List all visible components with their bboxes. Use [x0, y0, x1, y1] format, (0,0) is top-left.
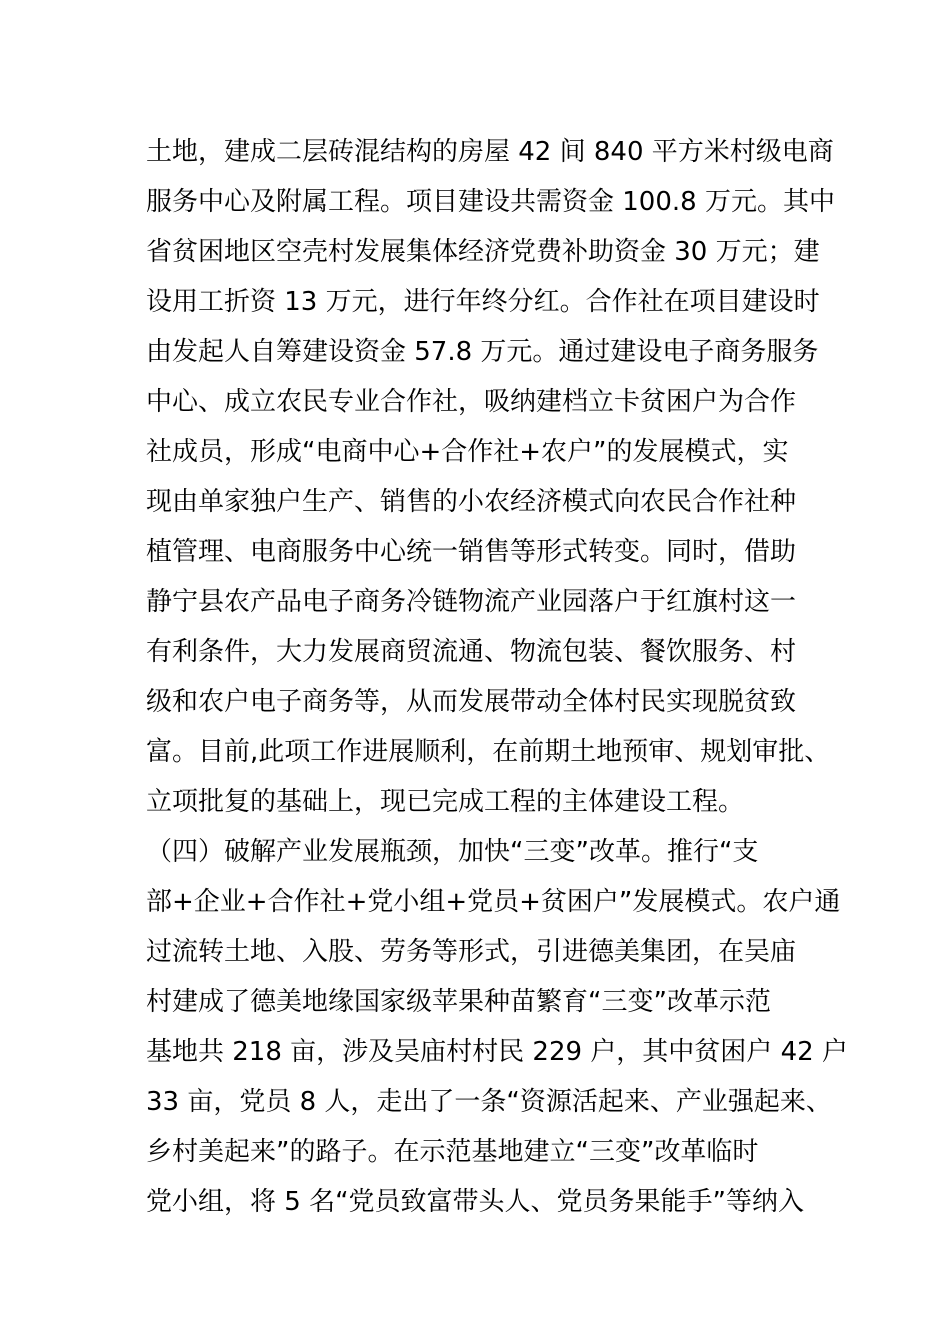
text-line: 现由单家独户生产、销售的小农经济模式向农民合作社种	[146, 487, 797, 517]
text-line: 村建成了德美地缘国家级苹果种苗繁育“三变”改革示范	[146, 987, 771, 1017]
text-line: 静宁县农产品电子商务冷链物流产业园落户于红旗村这一	[146, 587, 797, 617]
body-text	[146, 127, 846, 1227]
text-line: 基地共 218 亩，涉及吴庙村村民 229 户，其中贫困户 42 户	[146, 1037, 848, 1067]
text-line: 土地，建成二层砖混结构的房屋 42 间 840 平方米村级电商	[146, 137, 834, 167]
section-heading-line: （四）破解产业发展瓶颈，加快“三变”改革。推行“支	[146, 837, 759, 867]
text-line: 立项批复的基础上，现已完成工程的主体建设工程。	[146, 787, 745, 817]
text-line: 由发起人自筹建设资金 57.8 万元。通过建设电子商务服务	[146, 337, 819, 367]
text-line: 乡村美起来”的路子。在示范基地建立“三变”改革临时	[146, 1137, 759, 1167]
text-line: 有利条件，大力发展商贸流通、物流包装、餐饮服务、村	[146, 637, 797, 667]
text-line: 设用工折资 13 万元，进行年终分红。合作社在项目建设时	[146, 287, 820, 317]
text-line: 富。目前,此项工作进展顺利，在前期土地预审、规划审批、	[146, 737, 831, 767]
text-line: 部+企业+合作社+党小组+党员+贫困户”发展模式。农户通	[146, 887, 841, 917]
text-line: 植管理、电商服务中心统一销售等形式转变。同时，借助	[146, 537, 797, 567]
text-line: 中心、成立农民专业合作社，吸纳建档立卡贫困户为合作	[146, 387, 797, 417]
text-line: 33 亩，党员 8 人，走出了一条“资源活起来、产业强起来、	[146, 1087, 832, 1117]
text-line: 社成员，形成“电商中心+合作社+农户”的发展模式，实	[146, 437, 789, 467]
text-line: 级和农户电子商务等，从而发展带动全体村民实现脱贫致	[146, 687, 797, 717]
text-line: 服务中心及附属工程。项目建设共需资金 100.8 万元。其中	[146, 187, 835, 217]
text-line: 省贫困地区空壳村发展集体经济党费补助资金 30 万元；建	[146, 237, 820, 267]
text-line: 党小组，将 5 名“党员致富带头人、党员务果能手”等纳入	[146, 1187, 805, 1217]
text-line: 过流转土地、入股、劳务等形式，引进德美集团，在吴庙	[146, 937, 797, 967]
